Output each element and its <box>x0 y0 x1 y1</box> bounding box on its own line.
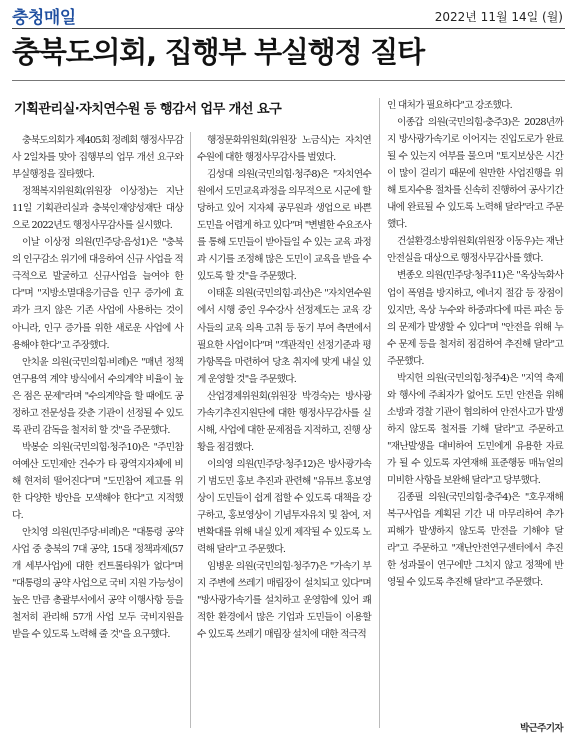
headline-rule <box>12 80 565 81</box>
paragraph: 박봉순 의원(국민의힘·청주10)은 "주민참여예산 도민제안 건수가 타 광역지자체에 비해 현저히 떨어진다"며 "도민참여 제고를 위한 다양한 방안을 모색해야 한다"고 지적했다. <box>12 441 183 522</box>
paragraph: 안치영 의원(민주당·비례)은 "대통령 공약사업 중 충북의 7대 공약, 15대 정책과제(57개 세부사업)에 대한 컨트롤타워가 없다"며 "대통령의 공약 사업으로 국비 지원 가능성이 높은 만큼 총괄부서에서 공약 이행사항 등을 철저히 관리해 57개 사업 모두 국비지원을 받을 수 있도록 노력해 줄 것"을 요구했다. <box>12 527 183 641</box>
subheadline: 기획관리실·자치연수원 등 행감서 업무 개선 요구 <box>14 102 282 117</box>
paragraph: 변종오 의원(민주당·청주11)은 "옥상녹화사업이 폭염을 방지하고, 에너지 절감 등 장점이 있지만, 옥상 누수와 하중과다에 따른 파손 등의 문제가 발생할 수 있다"며 "안전을 위해 누수 문제 등을 철저히 점검하여 추진해 달라"고 주문했다. <box>387 270 563 367</box>
paragraph: 박지헌 의원(국민의힘·청주4)은 "지역 축제와 행사에 주최자가 없어도 도민 안전을 위해 소방과 경찰 기관이 협의하여 안전사고가 발생하지 않도록 철저를 기해 달라"고 주문하고 "재난발생을 대비하여 도민에게 유용한 자료가 될 수 있도록 자연재해 표준행동 매뉴얼의 미비한 사항을 보완해 달라"고 당부했다. <box>387 372 563 487</box>
article-column-1 <box>12 132 183 732</box>
column-divider <box>190 132 191 728</box>
reporter-byline: 박근주기자 <box>520 723 563 734</box>
masthead-rule <box>12 28 565 29</box>
paragraph: 건설환경소방위원회(위원장 이동우)는 재난안전실을 대상으로 행정사무감사를 했다. <box>387 236 563 265</box>
issue-date: 2022년 11월 14일 (월) <box>434 10 563 24</box>
paragraph: 인 대처가 필요하다"고 강조했다. <box>387 100 512 111</box>
paragraph: 이태훈 의원(국민의힘·괴산)은 "자치연수원에서 시행 중인 우수강사 선정제도는 교육 강사들의 교육 의욕 고취 등 동기 부여 측면에서 필요한 사업이다"며 "객관적인 선정기준과 평가항목을 마련하여 당초 취지에 맞게 내실 있게 운영할 것"을 주문했다. <box>197 288 371 385</box>
paragraph: 이날 이상정 의원(민주당·음성1)은 "충북의 인구감소 위기에 대응하여 신규 사업을 적극적으로 발굴하고 신규사업을 늘여야 한다"며 "지방소멸대응기금을 인구 증가에 효과가 크지 않은 기존 사업에 사용하는 것이 아니라, 인구 증가를 위한 새로운 사업에 사용해야 한다"고 주장했다. <box>12 237 183 351</box>
paragraph: 안치윤 의원(국민의힘·비례)은 "매년 정책연구용역 계약 방식에서 수의계약 비율이 높은 점은 문제"라며 "수의계약을 할 때에도 공정하고 전문성을 갖춘 기관이 선정될 수 있도록 관리 감독을 철저히 할 것"을 주문했다. <box>12 356 183 436</box>
paragraph: 임병운 의원(국민의힘·청주7)은 "가속기 부지 주변에 쓰레기 매립장이 설치되고 있다"며 "방사광가속기를 설치하고 운영함에 있어 쾌적한 환경에서 많은 기업과 도민들이 이용할 수 있도록 쓰레기 매립장 설치에 대한 적극적 <box>197 561 371 641</box>
column-divider <box>379 98 380 728</box>
headline: 충북도의회, 집행부 부실행정 질타 <box>12 35 424 69</box>
newspaper-logo: 충청매일 <box>12 8 76 28</box>
paragraph: 산업경제위원회(위원장 박경숙)는 방사광가속기추진지원단에 대한 행정사무감사를 실시해, 사업에 대한 문제점을 지적하고, 진행 상황을 점검했다. <box>197 390 371 453</box>
paragraph: 이종갑 의원(국민의힘·충주3)은 2028년까지 방사광가속기로 이어지는 진입도로가 완료될 수 있는지 여부를 물으며 "토지보상은 시간이 많이 걸리기 때문에 원만한 사업진행을 위해 토지수용 절차를 신속히 진행하여 공사기간 내에 완료될 수 있도록 노력해 달라"라고 주문했다. <box>387 117 563 231</box>
paragraph: 행정문화위원회(위원장 노금식)는 자치연수원에 대한 행정사무감사를 벌였다. <box>197 135 371 164</box>
paragraph: 이의영 의원(민주당·청주12)은 방사광가속기 범도민 홍보 추진과 관련해 "유튜브 홍보영상이 도민들이 쉽게 접할 수 있도록 대책을 강구하고, 홍보영상이 기념투자유치 및 참여, 저변확대를 위해 내실 있게 제작될 수 있도록 노력해 달라"고 주문했다. <box>197 458 371 556</box>
article-column-2 <box>197 132 371 710</box>
masthead <box>0 0 577 28</box>
article-column-3 <box>387 97 563 709</box>
paragraph: 정책복지위원회(위원장 이상정)는 지난 11일 기획관리실과 충북인재양성재단 대상으로 2022년도 행정사무감사를 실시했다. <box>12 186 183 232</box>
paragraph: 충북도의회가 제405회 정례회 행정사무감사 2일차를 맞아 집행부의 업무 개선 요구와 부실행정을 질타했다. <box>12 135 183 181</box>
paragraph: 김종필 의원(국민의힘·충주4)은 "호우재해 복구사업을 계획된 기간 내 마무리하여 추가 피해가 발생하지 않도록 만전을 기해야 달라"고 주문하고 "재난안전연구센터에서 추진한 성과물이 연구에만 그치지 않고 정책에 반영될 수 있도록 추진해 달라"고 주문했다. <box>387 492 563 589</box>
paragraph: 김성대 의원(국민의힘·청주8)은 "자치연수원에서 도민교육과정을 의무적으로 시군에 할당하고 있어 지자체 공무원과 생업으로 바쁜 도민을 어렵게 하고 있다"며 "변별한 수요조사를 통해 도민들이 받아들일 수 있는 교육 과정과 시기를 조정해 많은 도민이 교육을 받을 수 있도록 할 것"을 주문했다. <box>197 169 372 283</box>
